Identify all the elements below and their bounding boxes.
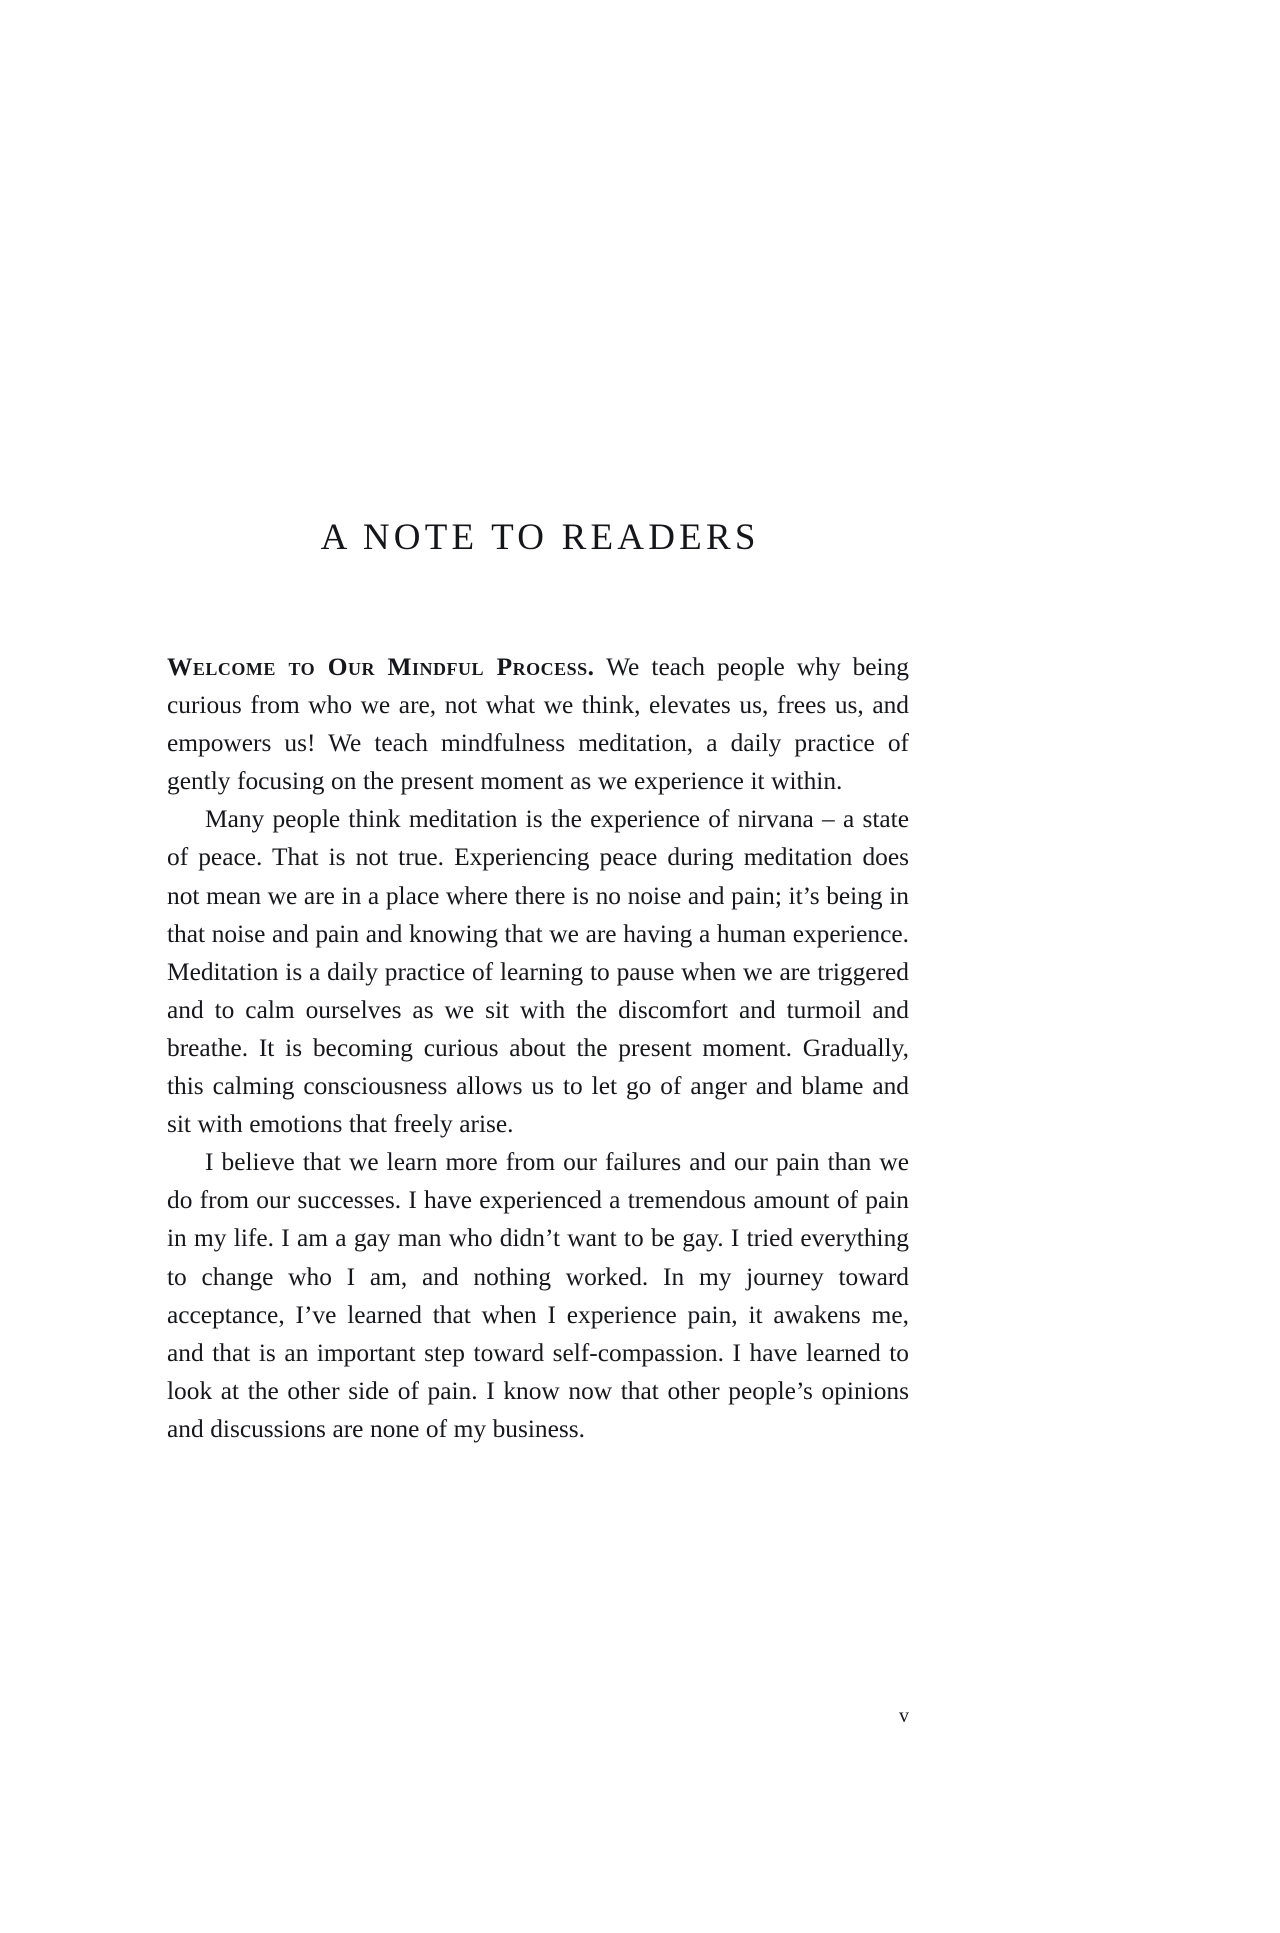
- paragraph-3: I believe that we learn more from our failures and our pain than we do from our successes. I have experienced a tremendous amount of pain in my life. I am a gay man who didn’t want to be gay. I tried everything to change who I am, and nothing worked. In my journey toward acceptance, I’ve learned that when I experience pain, it awakens me, and that is an important step toward self-compassion. I have learned to look at the other side of pain. I know now that other people’s opinions and discussions are none of my business.: [167, 1148, 909, 1443]
- paragraph-1-text: We teach people why being curious from who we are, not what we think, elevates us, frees us, and empowers us! We teach mindfulness meditation, a daily practice of gently focusing on the present moment as we experience it within.: [167, 653, 910, 796]
- body-copy: [167, 648, 909, 1448]
- paragraph-2: Many people think meditation is the experience of nirvana – a state of peace. That is not true. Experiencing peace during meditation does not mean we are in a place where there is no noise and pain; it’s being in that noise and pain and knowing that we are having a human experience. Meditation is a daily practice of learning to pause when we are triggered and to calm ourselves as we sit with the discomfort and turmoil and breathe. It is becoming curious about the present moment. Gradually, this calming consciousness allows us to let go of anger and blame and sit with emotions that freely arise.: [167, 805, 909, 1139]
- paragraph-lead-in: Welcome to Our Mindful Process.: [167, 653, 595, 681]
- page-number: v: [899, 1705, 909, 1727]
- page-title: A NOTE TO READERS: [320, 517, 760, 558]
- paragraph-1: [167, 648, 909, 800]
